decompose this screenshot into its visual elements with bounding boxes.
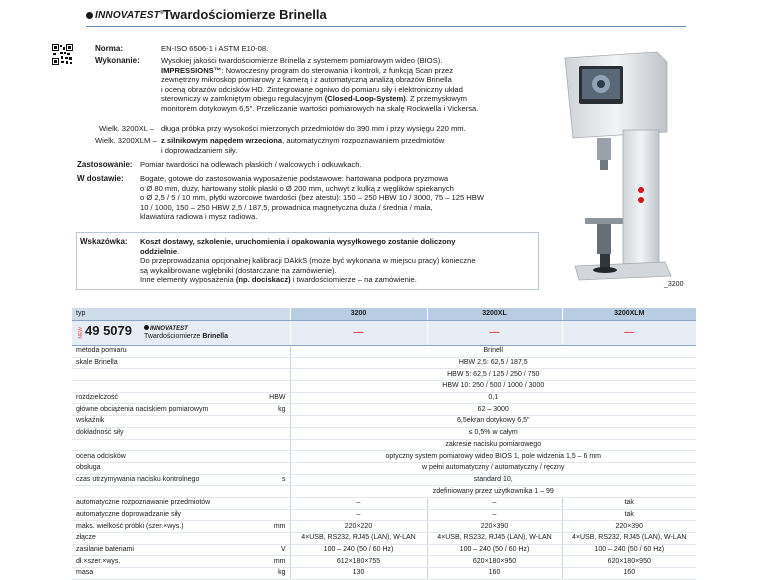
row-value: HBW 10: 250 / 500 / 1000 / 3000 — [290, 381, 696, 393]
table-row — [72, 369, 696, 381]
row-value: – — [290, 509, 427, 521]
wykonanie-label: Wykonanie: — [95, 56, 140, 65]
spec-table — [72, 308, 696, 580]
row-value: Brinell — [290, 346, 696, 358]
row-unit — [258, 369, 290, 381]
row-value: – — [290, 497, 427, 509]
row-unit: V — [258, 544, 290, 556]
table-row — [72, 404, 696, 416]
wskazowka-text: Koszt dostawy, szkolenie, uruchomienia i opakowania wysyłkowego zostanie doliczony oddzielnie. Do przeprowadzania opcjonalnej kalibracji DAkkS (może być wykonana w miejscu pracy) konieczne są wykalibrowane wgłębniki (dostarczane na zamówienie). Inne elementy wyposażenia (np. dociskacz) i twardościomierze – na zamówienie. — [140, 237, 476, 285]
row-label: masa — [72, 568, 258, 580]
row-unit — [258, 509, 290, 521]
table-row — [72, 533, 696, 545]
row-unit — [258, 497, 290, 509]
table-row — [72, 544, 696, 556]
wielk-xlm-text: z silnikowym napędem wrzeciona, automatycznym rozpoznawaniem przedmiotów i doprowadzaniem siły. — [161, 136, 445, 155]
row-label: główne obciążenia naciskiem pomiarowym — [72, 404, 258, 416]
product-number: 49 5079 — [85, 322, 132, 338]
row-label: automatyczne rozpoznawanie przedmiotów — [72, 497, 258, 509]
zastosowanie-text: Pomiar twardości na odlewach płaskich / walcowych i odkuwkach. — [140, 160, 362, 169]
header-divider — [86, 26, 686, 27]
row-value: 100 – 240 (50 / 60 Hz) — [562, 544, 696, 556]
row-value: tak — [562, 497, 696, 509]
row-value: 6,5ekran dotykowy 6,5" — [290, 416, 696, 428]
row-value: – — [427, 497, 562, 509]
row-unit — [258, 381, 290, 393]
row-value: 220×390 — [562, 521, 696, 533]
row-value: 220×220 — [290, 521, 427, 533]
product-brand: INNOVATEST — [144, 326, 188, 332]
table-row — [72, 392, 696, 404]
row-value: – — [427, 509, 562, 521]
row-label: dokładność siły — [72, 427, 258, 439]
table-row — [72, 486, 696, 498]
page-title: Twardościomierze Brinella — [163, 7, 327, 22]
row-label: maks. wielkość próbki (szer.×wys.) — [72, 521, 258, 533]
row-unit: kg — [258, 404, 290, 416]
row-label: wskaźnik — [72, 416, 258, 428]
wykonanie-text: Wysokiej jakości twardościomierze Brinella z systemem pomiarowym wideo (BIOS). IMPRESSIONS™: Nowoczesny program do sterowania i kontroli, z funkcją Scan przez zewnętrzny mikroskop pomiarowy z kamerą i z automatyczną analizą obrazów Brinella i oceną obrazów odcisków HD. Zintegrowane ogniwo do pomiaru siły i elektroniczny układ sterowniczy w zamkniętym obiegu regulacyjnym (Closed-Loop-System). Z przemysłowym monitorem dotykowym 6,5". Przeliczanie wartości pomiarowych na skalę Rockwella i Vickersa. — [161, 56, 479, 113]
row-label — [72, 486, 258, 498]
row-unit: HBW — [258, 392, 290, 404]
wskazowka-label: Wskazówka: — [80, 237, 128, 246]
row-label: dł.×szer.×wys. — [72, 556, 258, 568]
brand-dot-icon — [144, 325, 149, 330]
zastosowanie-label: Zastosowanie: — [77, 160, 133, 169]
row-label — [72, 369, 258, 381]
table-header-row — [72, 308, 696, 321]
row-value: standard 10, — [290, 474, 696, 486]
row-unit: mm — [258, 521, 290, 533]
dostawie-text: Bogate, gotowe do zastosowania wyposażenie podstawowe: hartowana podpora pryzmowa o Ø 80 mm, duży, hartowany stolik płaski o Ø 200 mm, uchwyt z kulką z węglików spiekanych o Ø 2,5 / 5 / 10 mm, płytki wzorcowe twardości (bez atestu): 150 – 250 HBW 10 / 3000, 75 – 125 HBW 10 / 1000, 150 – 250 HBW 2,5 / 187,5, prowadnica magnetyczna duża / średnia / mała, klawiatura radiowa i mysz radiowa. — [140, 174, 484, 222]
row-label: obsługa — [72, 462, 258, 474]
row-value: zakresie nacisku pomiarowego — [290, 439, 696, 451]
row-value: 100 – 240 (50 / 60 Hz) — [427, 544, 562, 556]
row-unit: kg — [258, 568, 290, 580]
row-label: czas utrzymywania nacisku kontrolnego — [72, 474, 258, 486]
row-unit — [258, 427, 290, 439]
row-value: zdefiniowany przez użytkownika 1 – 99 — [290, 486, 696, 498]
model-3200xlm: 3200XLM — [562, 308, 696, 321]
row-unit — [258, 439, 290, 451]
image-caption: _3200 — [664, 281, 684, 288]
hardness-tester-image — [545, 40, 695, 290]
row-unit: mm — [258, 556, 290, 568]
table-row — [72, 462, 696, 474]
logo-dot-icon — [86, 12, 93, 19]
row-value: w pełni automatyczny / automatyczny / ręczny — [290, 462, 696, 474]
model-3200xl: 3200XL — [427, 308, 562, 321]
row-unit — [258, 416, 290, 428]
product-row — [72, 321, 696, 346]
row-unit: s — [258, 474, 290, 486]
row-unit — [258, 486, 290, 498]
product-name-block: INNOVATEST Twardościomierze Brinella — [143, 326, 228, 340]
row-label: zasilanie bateriami — [72, 544, 258, 556]
row-unit — [258, 462, 290, 474]
brand-logo: INNOVATEST® — [86, 10, 164, 21]
wielk-xl-text: długa próbka przy wysokości mierzonych przedmiotów do 390 mm i przy wysięgu 220 mm. — [161, 124, 466, 133]
row-value: 0,1 — [290, 392, 696, 404]
row-label: automatyczne doprowadzanie siły — [72, 509, 258, 521]
new-tag: NEW — [78, 327, 84, 339]
row-label: ocena odcisków — [72, 451, 258, 463]
row-value: 220×390 — [427, 521, 562, 533]
table-row — [72, 497, 696, 509]
product-cell — [72, 321, 290, 346]
table-row — [72, 568, 696, 580]
row-value: 4×USB, RS232, RJ45 (LAN), W-LAN — [562, 533, 696, 545]
type-label: typ — [72, 308, 290, 321]
row-value: tak — [562, 509, 696, 521]
row-value: 100 – 240 (50 / 60 Hz) — [290, 544, 427, 556]
row-value: 160 — [562, 568, 696, 580]
row-label: złącze — [72, 533, 258, 545]
row-label: metoda pomiaru — [72, 346, 258, 358]
table-row — [72, 439, 696, 451]
table-row — [72, 357, 696, 369]
dostawie-label: W dostawie: — [77, 174, 124, 183]
row-value: 130 — [290, 568, 427, 580]
row-label — [72, 381, 258, 393]
spec-body — [72, 346, 696, 580]
row-label — [72, 439, 258, 451]
wielk-xl-label: Wielk. 3200XL – — [99, 124, 155, 133]
table-row — [72, 416, 696, 428]
row-value: 612×180×755 — [290, 556, 427, 568]
row-value: optyczny system pomiarowy wideo BIOS 1, pole widzenia 1,5 – 6 mm — [290, 451, 696, 463]
price-3200: — — [290, 321, 427, 346]
row-value: 4×USB, RS232, RJ45 (LAN), W-LAN — [290, 533, 427, 545]
price-3200xlm: — — [562, 321, 696, 346]
table-row — [72, 521, 696, 533]
row-label: skale Brinella — [72, 357, 258, 369]
row-value: 160 — [427, 568, 562, 580]
row-value: HBW 2,5: 62,5 / 187,5 — [290, 357, 696, 369]
table-row — [72, 427, 696, 439]
row-unit — [258, 451, 290, 463]
table-row — [72, 381, 696, 393]
table-row — [72, 451, 696, 463]
row-value: 4×USB, RS232, RJ45 (LAN), W-LAN — [427, 533, 562, 545]
qr-code-icon[interactable] — [52, 44, 73, 65]
row-value: HBW 5: 62,5 / 125 / 250 / 750 — [290, 369, 696, 381]
price-3200xl: — — [427, 321, 562, 346]
table-row — [72, 509, 696, 521]
norma-text: EN-ISO 6506-1 i ASTM E10-08. — [161, 44, 269, 53]
row-unit — [258, 357, 290, 369]
row-unit — [258, 346, 290, 358]
row-value: ≤ 0,5% w całym — [290, 427, 696, 439]
model-3200: 3200 — [290, 308, 427, 321]
table-row — [72, 346, 696, 358]
row-value: 620×180×950 — [427, 556, 562, 568]
table-row — [72, 556, 696, 568]
row-value: 620×180×950 — [562, 556, 696, 568]
row-unit — [258, 533, 290, 545]
row-label: rozdzielczość — [72, 392, 258, 404]
table-row — [72, 474, 696, 486]
row-value: 62 – 3000 — [290, 404, 696, 416]
wielk-xlm-label: Wielk. 3200XLM – — [95, 136, 157, 145]
norma-label: Norma: — [95, 44, 124, 53]
